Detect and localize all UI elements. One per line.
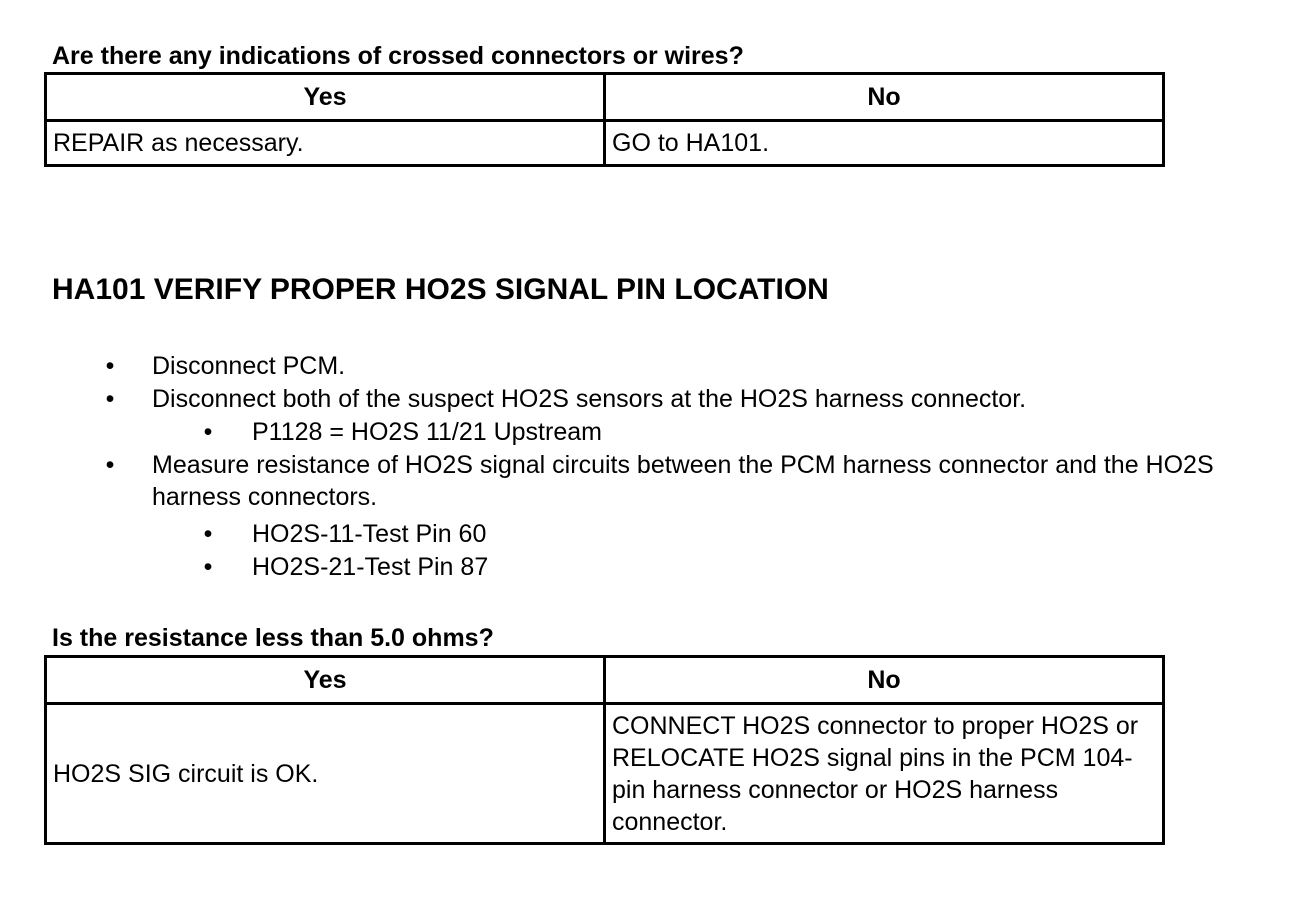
bullet-icon: • — [203, 520, 213, 548]
list-item-text: P1128 = HO2S 11/21 Upstream — [252, 418, 602, 446]
table-row — [46, 121, 1164, 166]
section-heading: HA101 VERIFY PROPER HO2S SIGNAL PIN LOCATION — [52, 273, 829, 306]
list-item-text: Disconnect both of the suspect HO2S sensors at the HO2S harness connector. — [152, 385, 1027, 413]
table-row — [46, 704, 1164, 844]
no-header: No — [605, 74, 1164, 121]
bullet-icon: • — [105, 451, 115, 479]
bullet-icon: • — [203, 553, 213, 581]
bullet-icon: • — [105, 385, 115, 413]
sub-list-item — [0, 518, 1312, 551]
decision-table-resistance — [44, 655, 1165, 845]
table-header-row — [46, 74, 1164, 121]
list-item — [0, 350, 1312, 383]
bullet-icon: • — [105, 352, 115, 380]
list-item-text: Disconnect PCM. — [152, 352, 346, 380]
yes-action: REPAIR as necessary. — [46, 121, 605, 166]
no-action: CONNECT HO2S connector to proper HO2S or RELOCATE HO2S signal pins in the PCM 104-pin harness connector or HO2S harness connector. — [605, 704, 1164, 844]
list-item — [0, 449, 1312, 516]
yes-header: Yes — [46, 657, 605, 704]
list-item — [0, 383, 1312, 416]
list-item-text: HO2S-11-Test Pin 60 — [252, 520, 487, 548]
question-crossed-connectors: Are there any indications of crossed connectors or wires? — [52, 42, 744, 70]
yes-action: HO2S SIG circuit is OK. — [46, 704, 605, 844]
question-resistance: Is the resistance less than 5.0 ohms? — [52, 624, 494, 652]
yes-header: Yes — [46, 74, 605, 121]
table-header-row — [46, 657, 1164, 704]
no-action: GO to HA101. — [605, 121, 1164, 166]
no-header: No — [605, 657, 1164, 704]
procedure-list — [0, 350, 1312, 584]
list-item-text: HO2S-21-Test Pin 87 — [252, 553, 489, 581]
sub-list-item — [0, 416, 1312, 449]
list-item-text: Measure resistance of HO2S signal circuits between the PCM harness connector and the HO2S harness connectors. — [152, 451, 1214, 511]
sub-list-item — [0, 551, 1312, 584]
bullet-icon: • — [203, 418, 213, 446]
decision-table-crossed-connectors — [44, 72, 1165, 167]
